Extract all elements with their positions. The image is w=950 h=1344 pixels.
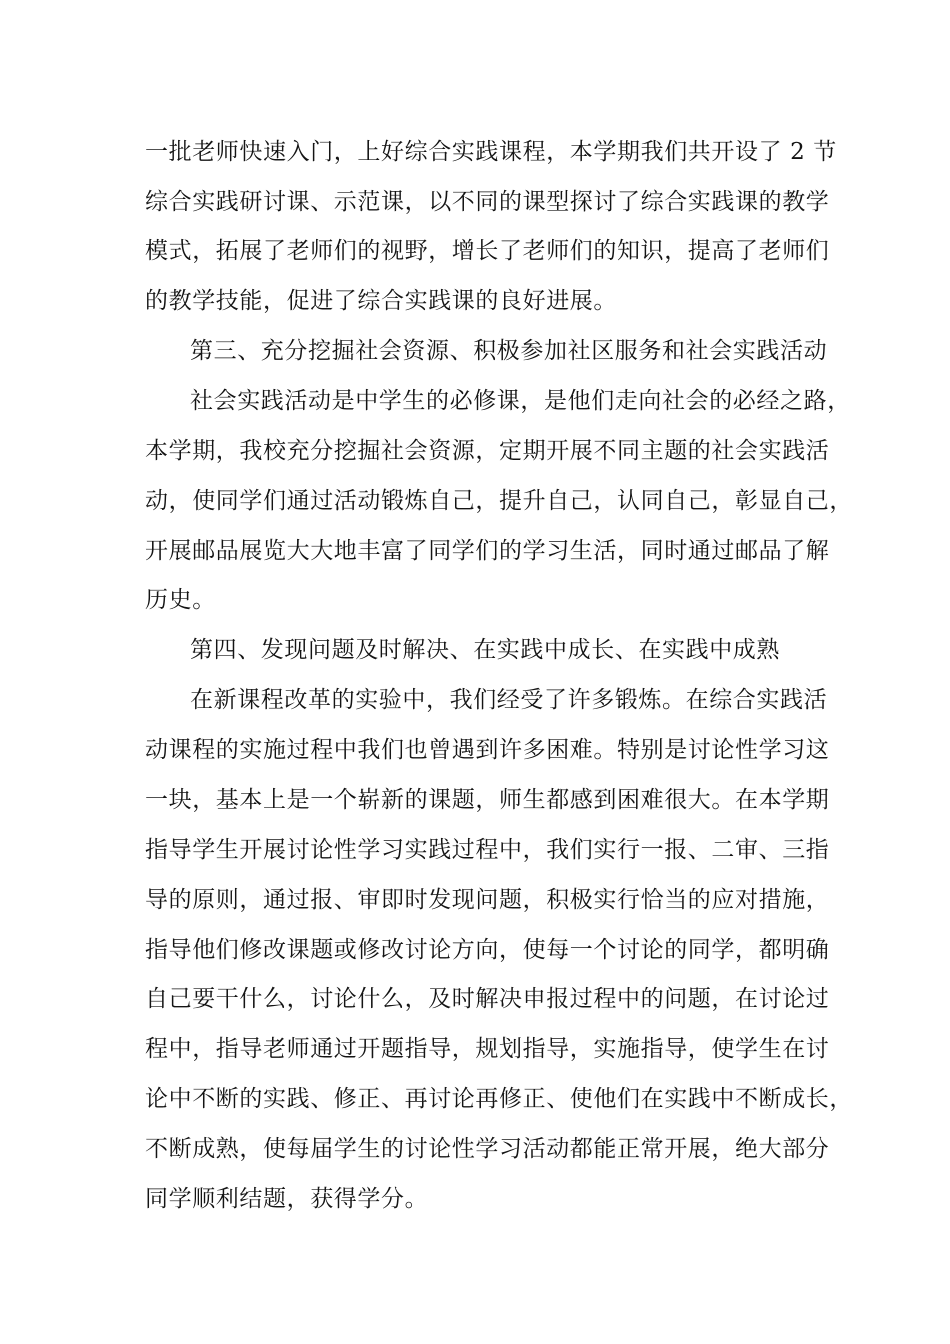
text-line: 历史。: [145, 587, 216, 613]
text-line: 同学顺利结题，获得学分。: [145, 1186, 429, 1212]
text-line: 论中不断的实践、修正、再讨论再修正、使他们在实践中不断成长，: [145, 1086, 853, 1112]
text-line: 本学期，我校充分挖掘社会资源，定期开展不同主题的社会实践活: [145, 438, 830, 464]
section-heading: 第四、发现问题及时解决、在实践中成长、在实践中成熟: [190, 637, 780, 663]
text-line: 的教学技能，促进了综合实践课的良好进展。: [145, 288, 617, 314]
text-line: 导的原则，通过报、审即时发现问题，积极实行恰当的应对措施，: [145, 887, 830, 913]
text-line: 在新课程改革的实验中，我们经受了许多锻炼。在综合实践活: [190, 687, 828, 713]
text-line: 一批老师快速入门，上好综合实践课程，本学期我们共开设了 2 节: [145, 139, 837, 165]
text-line: 自己要干什么，讨论什么，及时解决申报过程中的问题，在讨论过: [145, 986, 830, 1012]
text-line: 一块，基本上是一个崭新的课题，师生都感到困难很大。在本学期: [145, 787, 830, 813]
text-line: 指导学生开展讨论性学习实践过程中，我们实行一报、二审、三指: [145, 837, 830, 863]
section-heading: 第三、充分挖掘社会资源、积极参加社区服务和社会实践活动: [190, 338, 828, 364]
text-line: 不断成熟，使每届学生的讨论性学习活动都能正常开展，绝大部分: [145, 1136, 830, 1162]
text-line: 开展邮品展览大大地丰富了同学们的学习生活，同时通过邮品了解: [145, 538, 830, 564]
text-line: 社会实践活动是中学生的必修课，是他们走向社会的必经之路，: [190, 388, 851, 414]
text-line: 综合实践研讨课、示范课，以不同的课型探讨了综合实践课的教学: [145, 189, 830, 215]
text-line: 程中，指导老师通过开题指导，规划指导，实施指导，使学生在讨: [145, 1036, 830, 1062]
text-line: 动，使同学们通过活动锻炼自己，提升自己，认同自己，彰显自己，: [145, 488, 853, 514]
text-line: 模式，拓展了老师们的视野，增长了老师们的知识，提高了老师们: [145, 238, 830, 264]
text-line: 动课程的实施过程中我们也曾遇到许多困难。特别是讨论性学习这: [145, 737, 830, 763]
text-line: 指导他们修改课题或修改讨论方向，使每一个讨论的同学，都明确: [145, 937, 830, 963]
